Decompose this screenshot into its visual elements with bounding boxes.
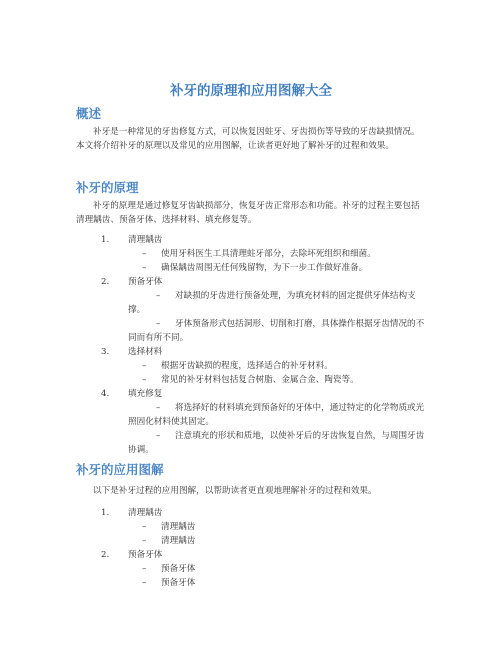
principle-step-2 <box>76 275 426 345</box>
dash-bullet: – <box>142 536 147 546</box>
dash-bullet: – <box>156 403 161 413</box>
document-title: 补牙的原理和应用图解大全 <box>170 83 332 99</box>
illustration-paragraph: 以下是补牙过程的应用图解，以帮助读者更直观地理解补牙的过程和效果。 <box>93 486 377 496</box>
principle-step-1 <box>76 233 426 275</box>
step-heading <box>76 506 426 520</box>
illustration-steps-list <box>76 506 426 590</box>
step-number: 3. <box>101 347 110 357</box>
step-detail <box>76 534 426 548</box>
step-number: 2. <box>101 277 110 287</box>
overview-heading: 概述 <box>76 106 102 121</box>
principle-steps-list <box>76 233 426 457</box>
dash-bullet: – <box>142 522 147 532</box>
step-number: 2. <box>101 550 110 560</box>
step-detail-text: 清理龋齿 <box>161 522 196 532</box>
step-label: 预备牙体 <box>128 550 163 560</box>
dash-bullet: – <box>142 263 147 273</box>
step-heading <box>76 345 426 359</box>
illustration-heading: 补牙的应用图解 <box>76 462 164 477</box>
step-detail <box>76 247 426 261</box>
principle-step-4 <box>76 387 426 457</box>
step-detail-text: 根据牙齿缺损的程度，选择适合的补牙材料。 <box>161 361 333 371</box>
step-label: 清理龋齿 <box>128 508 163 518</box>
step-label: 填充修复 <box>128 389 163 399</box>
principle-paragraph: 补牙的原理是通过修复牙齿缺损部分，恢复牙齿正常形态和功能。补牙的过程主要包括清理龋齿、预备牙体、选择材料、填充修复等。 <box>76 201 420 225</box>
step-number: 1. <box>101 235 110 245</box>
dash-bullet: – <box>156 431 161 441</box>
step-label: 预备牙体 <box>128 277 163 287</box>
step-heading <box>76 275 426 289</box>
step-detail <box>76 289 426 317</box>
step-label: 选择材料 <box>128 347 163 357</box>
principle-heading: 补牙的原理 <box>76 180 139 195</box>
step-detail-text: 确保龋齿周围无任何残留物，为下一步工作做好准备。 <box>161 263 368 273</box>
dash-bullet: – <box>142 578 147 588</box>
step-detail-text: 预备牙体 <box>161 564 196 574</box>
dash-bullet: – <box>142 361 147 371</box>
step-detail-text: 牙体预备形式包括洞形、切削和打磨，具体操作根据牙齿情况的不同而有所不同。 <box>128 319 425 343</box>
dash-bullet: – <box>142 249 147 259</box>
step-detail-text: 清理龋齿 <box>161 536 196 546</box>
step-detail-text: 将选择好的材料填充到预备好的牙体中，通过特定的化学物质或光照固化材料使其固定。 <box>128 403 425 427</box>
illustration-step-2 <box>76 548 426 590</box>
step-detail <box>76 261 426 275</box>
step-heading <box>76 233 426 247</box>
step-detail-text: 对缺损的牙齿进行预备处理，为填充材料的固定提供牙体结构支撑。 <box>128 291 416 315</box>
dash-bullet: – <box>156 291 161 301</box>
step-number: 1. <box>101 508 110 518</box>
step-detail-text: 预备牙体 <box>161 578 196 588</box>
step-detail <box>76 373 426 387</box>
step-heading <box>76 548 426 562</box>
step-detail <box>76 429 426 457</box>
step-heading <box>76 387 426 401</box>
step-detail <box>76 520 426 534</box>
step-detail-text: 注意填充的形状和质地，以使补牙后的牙齿恢复自然，与周围牙齿协调。 <box>128 431 425 455</box>
step-detail <box>76 401 426 429</box>
overview-paragraph: 补牙是一种常见的牙齿修复方式，可以恢复因蛀牙、牙齿损伤等导致的牙齿缺损情况。本文将介绍补牙的原理以及常见的应用图解，让读者更好地了解补牙的过程和效果。 <box>76 127 420 151</box>
step-label: 清理龋齿 <box>128 235 163 245</box>
dash-bullet: – <box>142 375 147 385</box>
principle-step-3 <box>76 345 426 387</box>
step-number: 4. <box>101 389 110 399</box>
step-detail <box>76 562 426 576</box>
step-detail-text: 常见的补牙材料包括复合树脂、金属合金、陶瓷等。 <box>161 375 359 385</box>
step-detail-text: 使用牙科医生工具清理蛀牙部分，去除坏死组织和细菌。 <box>161 249 376 259</box>
dash-bullet: – <box>142 564 147 574</box>
dash-bullet: – <box>156 319 161 329</box>
step-detail <box>76 317 426 345</box>
step-detail <box>76 359 426 373</box>
step-detail <box>76 576 426 590</box>
illustration-step-1 <box>76 506 426 548</box>
